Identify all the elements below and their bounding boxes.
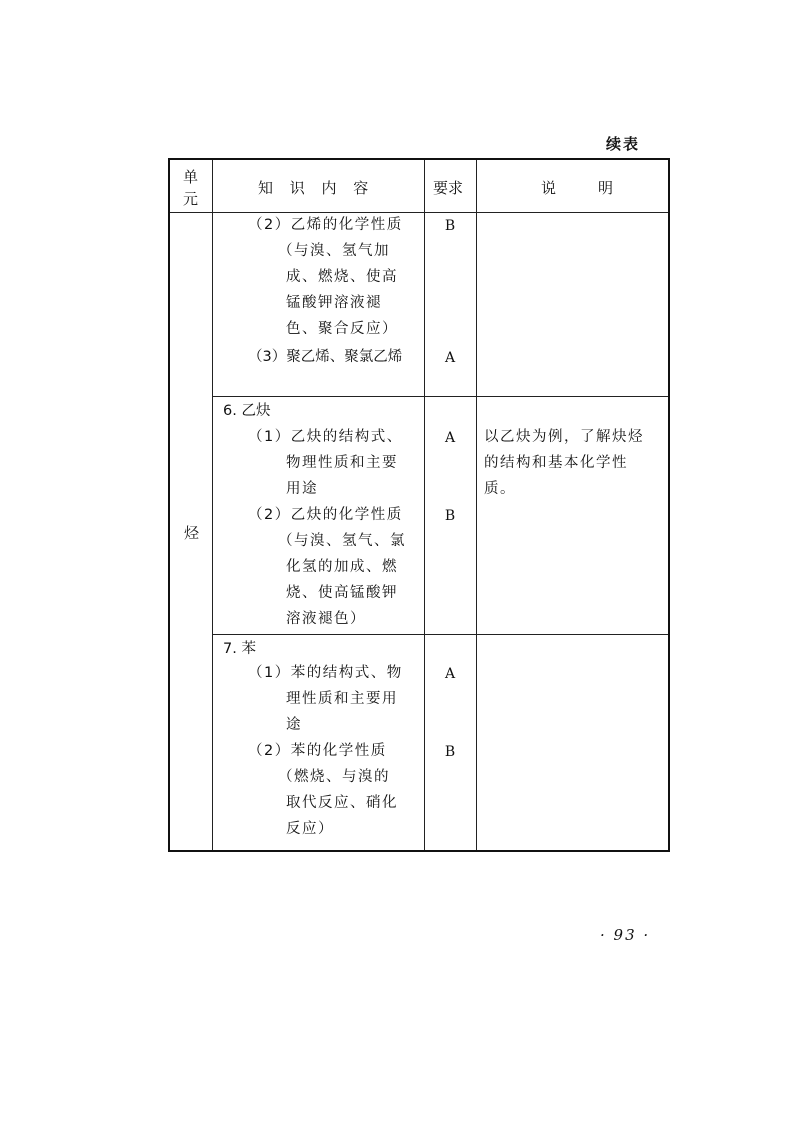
block3-item1-line1: （1）苯的结构式、物 [248,665,403,681]
continued-table-label: 续表 [606,135,641,153]
block2-explanation-line3: 质。 [484,481,516,497]
block2-item1 [248,424,403,502]
block2-item2-req: B [444,508,456,524]
block1-item2-line1: （2）乙烯的化学性质 [248,217,403,233]
curriculum-table [168,158,670,852]
block3-item1-line3: 途 [286,717,302,733]
block3-item2-line1: （2）苯的化学性质 [248,743,387,759]
block2-title: 6. 乙炔 [223,403,271,419]
block2-explanation-line1: 以乙炔为例，了解炔烃 [484,429,644,445]
block2-explanation-line2: 的结构和基本化学性 [484,455,628,471]
block1-item2-line5: 色、聚合反应） [286,321,398,337]
block1-item3-line: （3）聚乙烯、聚氯乙烯 [248,349,403,365]
header-divider [170,212,668,213]
block2-item2-line2: （与溴、氢气、氯 [278,533,406,549]
block1-item3 [248,344,402,370]
block3-title: 7. 苯 [223,641,256,657]
block3-item2-line2: （燃烧、与溴的 [278,769,390,785]
block-divider-1 [212,396,668,397]
header-requirement: 要求 [433,179,464,197]
block1-item2 [248,212,403,342]
block3-item2-line3: 取代反应、硝化 [286,795,398,811]
block3-item2 [248,738,398,842]
block2-item1-line2: 物理性质和主要 [286,455,398,471]
block1-item2-req: B [444,218,456,234]
page-number: · 93 · [600,926,651,944]
block-divider-2 [212,634,668,635]
block2-item1-line1: （1）乙炔的结构式、 [248,429,403,445]
block2-item1-req: A [444,430,456,446]
block3-item2-line4: 反应） [286,821,334,837]
block1-item2-line3: 成、燃烧、使高 [286,269,398,285]
header-unit-2: 元 [183,190,199,208]
unit-name: 烃 [184,524,200,542]
col-divider-unit [212,160,213,850]
block1-item2-line4: 锰酸钾溶液褪 [286,295,382,311]
block3-item1-req: A [444,666,456,682]
block3-item1 [248,660,403,738]
block3-item2-req: B [444,744,456,760]
block1-item3-req: A [444,350,456,366]
block2-item2-line3: 化氢的加成、燃 [286,559,398,575]
block1-item2-line2: （与溴、氢气加 [278,243,390,259]
block2-item2-line1: （2）乙炔的化学性质 [248,507,403,523]
header-explanation: 说 明 [541,179,618,197]
block2-item2-line4: 烧、使高锰酸钾 [286,585,398,601]
block2-item2-line5: 溶液褪色） [286,611,366,627]
block2-item1-line3: 用途 [286,481,318,497]
header-content: 知 识 内 容 [258,179,375,197]
block2-explanation [484,424,644,502]
col-divider-req [476,160,477,850]
block3-item1-line2: 理性质和主要用 [286,691,398,707]
header-unit-1: 单 [183,168,199,186]
block2-item2 [248,502,406,632]
